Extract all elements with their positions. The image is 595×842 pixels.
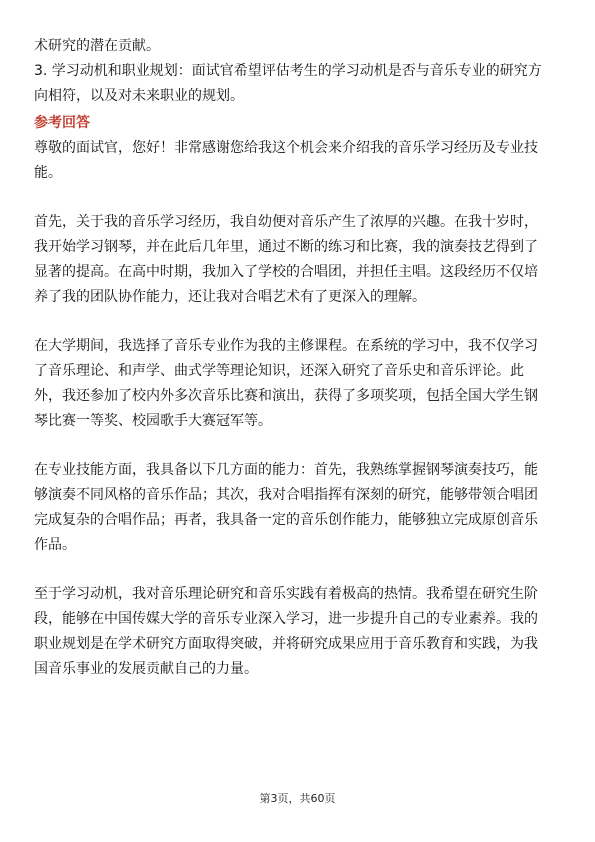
- text-line: 3. 学习动机和职业规划：面试官希望评估考生的学习动机是否与音乐专业的研究方: [34, 63, 542, 79]
- paragraph-1: [34, 136, 564, 186]
- text-line: 在大学期间，我选择了音乐专业作为我的主修课程。在系统的学习中，我不仅学习: [34, 338, 538, 354]
- paragraph-4: [34, 458, 564, 558]
- text-line: 术研究的潜在贡献。: [34, 38, 160, 54]
- intro-section: [34, 34, 564, 109]
- document-body: [34, 34, 564, 682]
- text-line: 显著的提高。在高中时期，我加入了学校的合唱团，并担任主唱。这段经历不仅培: [34, 264, 538, 280]
- text-line: 尊敬的面试官，您好！非常感谢您给我这个机会来介绍我的音乐学习经历及专业技: [34, 140, 538, 156]
- section-heading: 参考回答: [34, 115, 90, 131]
- paragraph-3: [34, 334, 564, 434]
- text-line: 养了我的团队协作能力，还让我对合唱艺术有了更深入的理解。: [34, 289, 426, 305]
- text-line: 段，能够在中国传媒大学的音乐专业深入学习，进一步提升自己的专业素养。我的: [34, 611, 538, 627]
- text-line: 够演奏不同风格的音乐作品；其次，我对合唱指挥有深刻的研究，能够带领合唱团: [34, 487, 538, 503]
- text-line: 在专业技能方面，我具备以下几方面的能力：首先，我熟练掌握钢琴演奏技巧，能: [34, 462, 538, 478]
- text-line: 能。: [34, 165, 62, 181]
- page-number: 第3页，共60页: [259, 792, 336, 805]
- paragraph-5: [34, 582, 564, 682]
- text-line: 作品。: [34, 537, 76, 553]
- text-line: 我开始学习钢琴，并在此后几年里，通过不断的练习和比赛，我的演奏技艺得到了: [34, 239, 538, 255]
- text-line: 了音乐理论、和声学、曲式学等理论知识，还深入研究了音乐史和音乐评论。此: [34, 363, 524, 379]
- paragraph-2: [34, 210, 564, 310]
- text-line: 向相符，以及对未来职业的规划。: [34, 88, 244, 104]
- text-line: 外，我还参加了校内外多次音乐比赛和演出，获得了多项奖项，包括全国大学生钢: [34, 388, 538, 404]
- text-line: 国音乐事业的发展贡献自己的力量。: [34, 661, 258, 677]
- text-line: 琴比赛一等奖、校园歌手大赛冠军等。: [34, 413, 272, 429]
- text-line: 完成复杂的合唱作品；再者，我具备一定的音乐创作能力，能够独立完成原创音乐: [34, 512, 538, 528]
- text-line: 职业规划是在学术研究方面取得突破，并将研究成果应用于音乐教育和实践，为我: [34, 636, 538, 652]
- text-line: 至于学习动机，我对音乐理论研究和音乐实践有着极高的热情。我希望在研究生阶: [34, 586, 538, 602]
- text-line: 首先，关于我的音乐学习经历，我自幼便对音乐产生了浓厚的兴趣。在我十岁时，: [34, 214, 538, 230]
